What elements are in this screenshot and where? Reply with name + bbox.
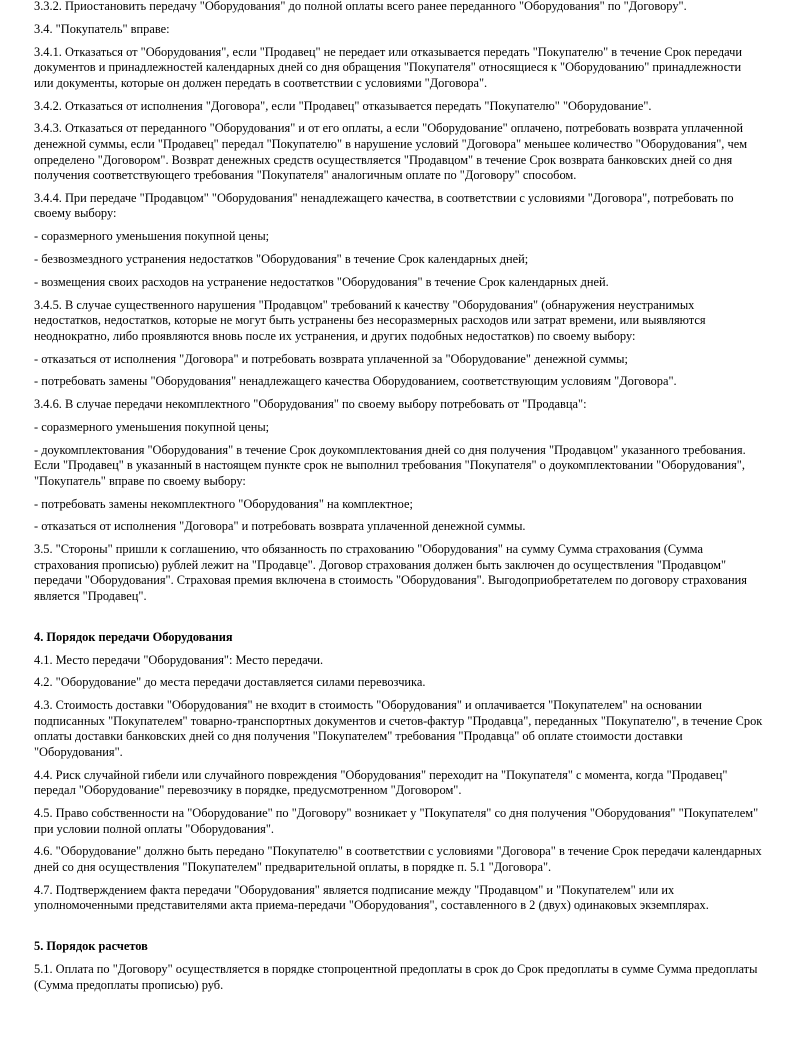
paragraph: - безвозмездного устранения недостатков "Оборудования" в течение Срок календарных дней; [34, 252, 529, 267]
paragraph: - соразмерного уменьшения покупной цены; [34, 229, 270, 244]
paragraph: 3.4.6. В случае передачи некомплектного "Оборудования" по своему выбору потребовать от "Продавца": [34, 397, 587, 412]
paragraph: - доукомплектования "Оборудования" в течение Срок доукомплектования дней со дня получения "Продавцом" указанного требования. Если "Продавец" в указанный в настоящем пункте срок не выполнил требования "Покупателя" о доукомплектовании "Оборудования", "Покупатель" вправе по своему выбору: [34, 442, 746, 488]
paragraph: - потребовать замены некомплектного "Оборудования" на комплектное; [34, 496, 413, 511]
paragraph: 4.1. Место передачи "Оборудования": Место передачи. [34, 652, 324, 667]
paragraph: 3.4.3. Отказаться от переданного "Оборудования" и от его оплаты, а если "Оборудование" оплачено, потребовать возврата уплаченной денежной суммы, если "Продавец" передал "Покупателю" в нарушение условий "Договора" меньшее количество "Оборудования", чем определено "Договором". Возврат денежных средств осуществляется "Продавцом" в течение Срок возврата банковских дней со дня получения соответствующего требования "Покупателя" аналогичным оплате по "Договору" способом. [34, 121, 748, 183]
paragraph: 3.3.2. Приостановить передачу "Оборудования" до полной оплаты всего ранее переданного "Оборудования" по "Договору". [34, 0, 687, 13]
paragraph: - отказаться от исполнения "Договора" и потребовать возврата уплаченной за "Оборудование" денежной суммы; [34, 351, 628, 366]
paragraph: 3.5. "Стороны" пришли к соглашению, что обязанность по страхованию "Оборудования" на сумму Сумма страхования (Сумма страхования прописью) рублей лежит на "Продавце". Договор страхования должен быть заключен до осуществления "Продавцом" передачи "Оборудования". Страховая премия включена в стоимость "Оборудования". Выгодоприобретателем по договору страхования является "Продавец". [34, 542, 747, 603]
section-spacer [34, 612, 763, 630]
paragraph: 5.1. Оплата по "Договору" осуществляется в порядке стопроцентной предоплаты в срок до Срок предоплаты в сумме Сумма предоплаты (Сумма предоплаты прописью) руб. [34, 961, 758, 992]
paragraph: 4.2. "Оборудование" до места передачи доставляется силами перевозчика. [34, 675, 426, 690]
document-body [34, 0, 763, 993]
section-heading: 4. Порядок передачи Оборудования [34, 629, 233, 644]
paragraph: 4.5. Право собственности на "Оборудование" по "Договору" возникает у "Покупателя" со дня получения "Оборудования" "Покупателем" при условии полной оплаты "Оборудования". [34, 806, 759, 836]
paragraph: 3.4. "Покупатель" вправе: [34, 21, 170, 36]
paragraph: - возмещения своих расходов на устранение недостатков "Оборудования" в течение Срок календарных дней. [34, 274, 609, 289]
paragraph: 4.3. Стоимость доставки "Оборудования" не входит в стоимость "Оборудования" и оплачивается "Покупателем" на основании подписанных "Покупателем" товарно-транспортных документов и счетов-фактур "Продавца", переданных "Покупателю", в течение Срок оплаты доставки банковских дней со дня получения "Покупателем" требования "Продавца" об оплате стоимости доставки "Оборудования". [34, 698, 763, 759]
section-heading: 5. Порядок расчетов [34, 939, 148, 954]
paragraph: 4.6. "Оборудование" должно быть передано "Покупателю" в соответствии с условиями "Договора" в течение Срок передачи календарных дней со дня осуществления "Покупателем" предварительной оплаты, в порядке п. 5.1 "Договора". [34, 844, 762, 875]
paragraph: 4.4. Риск случайной гибели или случайного повреждения "Оборудования" переходит на "Покупателя" с момента, когда "Продавец" передал "Оборудование" перевозчику в порядке, предусмотренном "Договором". [34, 767, 728, 798]
paragraph: - потребовать замены "Оборудования" ненадлежащего качества Оборудованием, соответствующим условиям "Договора". [34, 374, 677, 389]
paragraph: 3.4.2. Отказаться от исполнения "Договора", если "Продавец" отказывается передать "Покупателю" "Оборудование". [34, 98, 652, 113]
paragraph: - соразмерного уменьшения покупной цены; [34, 419, 270, 434]
paragraph: - отказаться от исполнения "Договора" и потребовать возврата уплаченной денежной суммы. [34, 519, 526, 534]
paragraph: 3.4.4. При передаче "Продавцом" "Оборудования" ненадлежащего качества, в соответствии с условиями "Договора", потребовать по своему выбору: [34, 190, 734, 221]
paragraph: 3.4.5. В случае существенного нарушения "Продавцом" требований к качеству "Оборудования" (обнаружения неустранимых недостатков, недостатков, которые не могут быть устранены без несоразмерных расходов или затрат времени, или выявляются неоднократно, либо проявляются вновь после их устранения, и других подобных недостатков) по своему выбору: [34, 297, 706, 343]
paragraph: 3.4.1. Отказаться от "Оборудования", если "Продавец" не передает или отказывается передать "Покупателю" в течение Срок передачи документов и принадлежностей календарных дней со дня обращения "Покупателя" относящиеся к "Оборудованию" принадлежности или документы, которые он должен передать в соответствии с условиями "Договора". [34, 44, 743, 90]
section-spacer [34, 921, 763, 939]
paragraph: 4.7. Подтверждением факта передачи "Оборудования" является подписание между "Продавцом" и "Покупателем" или их уполномоченными представителями акта приема-передачи "Оборудования", составленного в 2 (двух) одинаковых экземплярах. [34, 882, 709, 913]
